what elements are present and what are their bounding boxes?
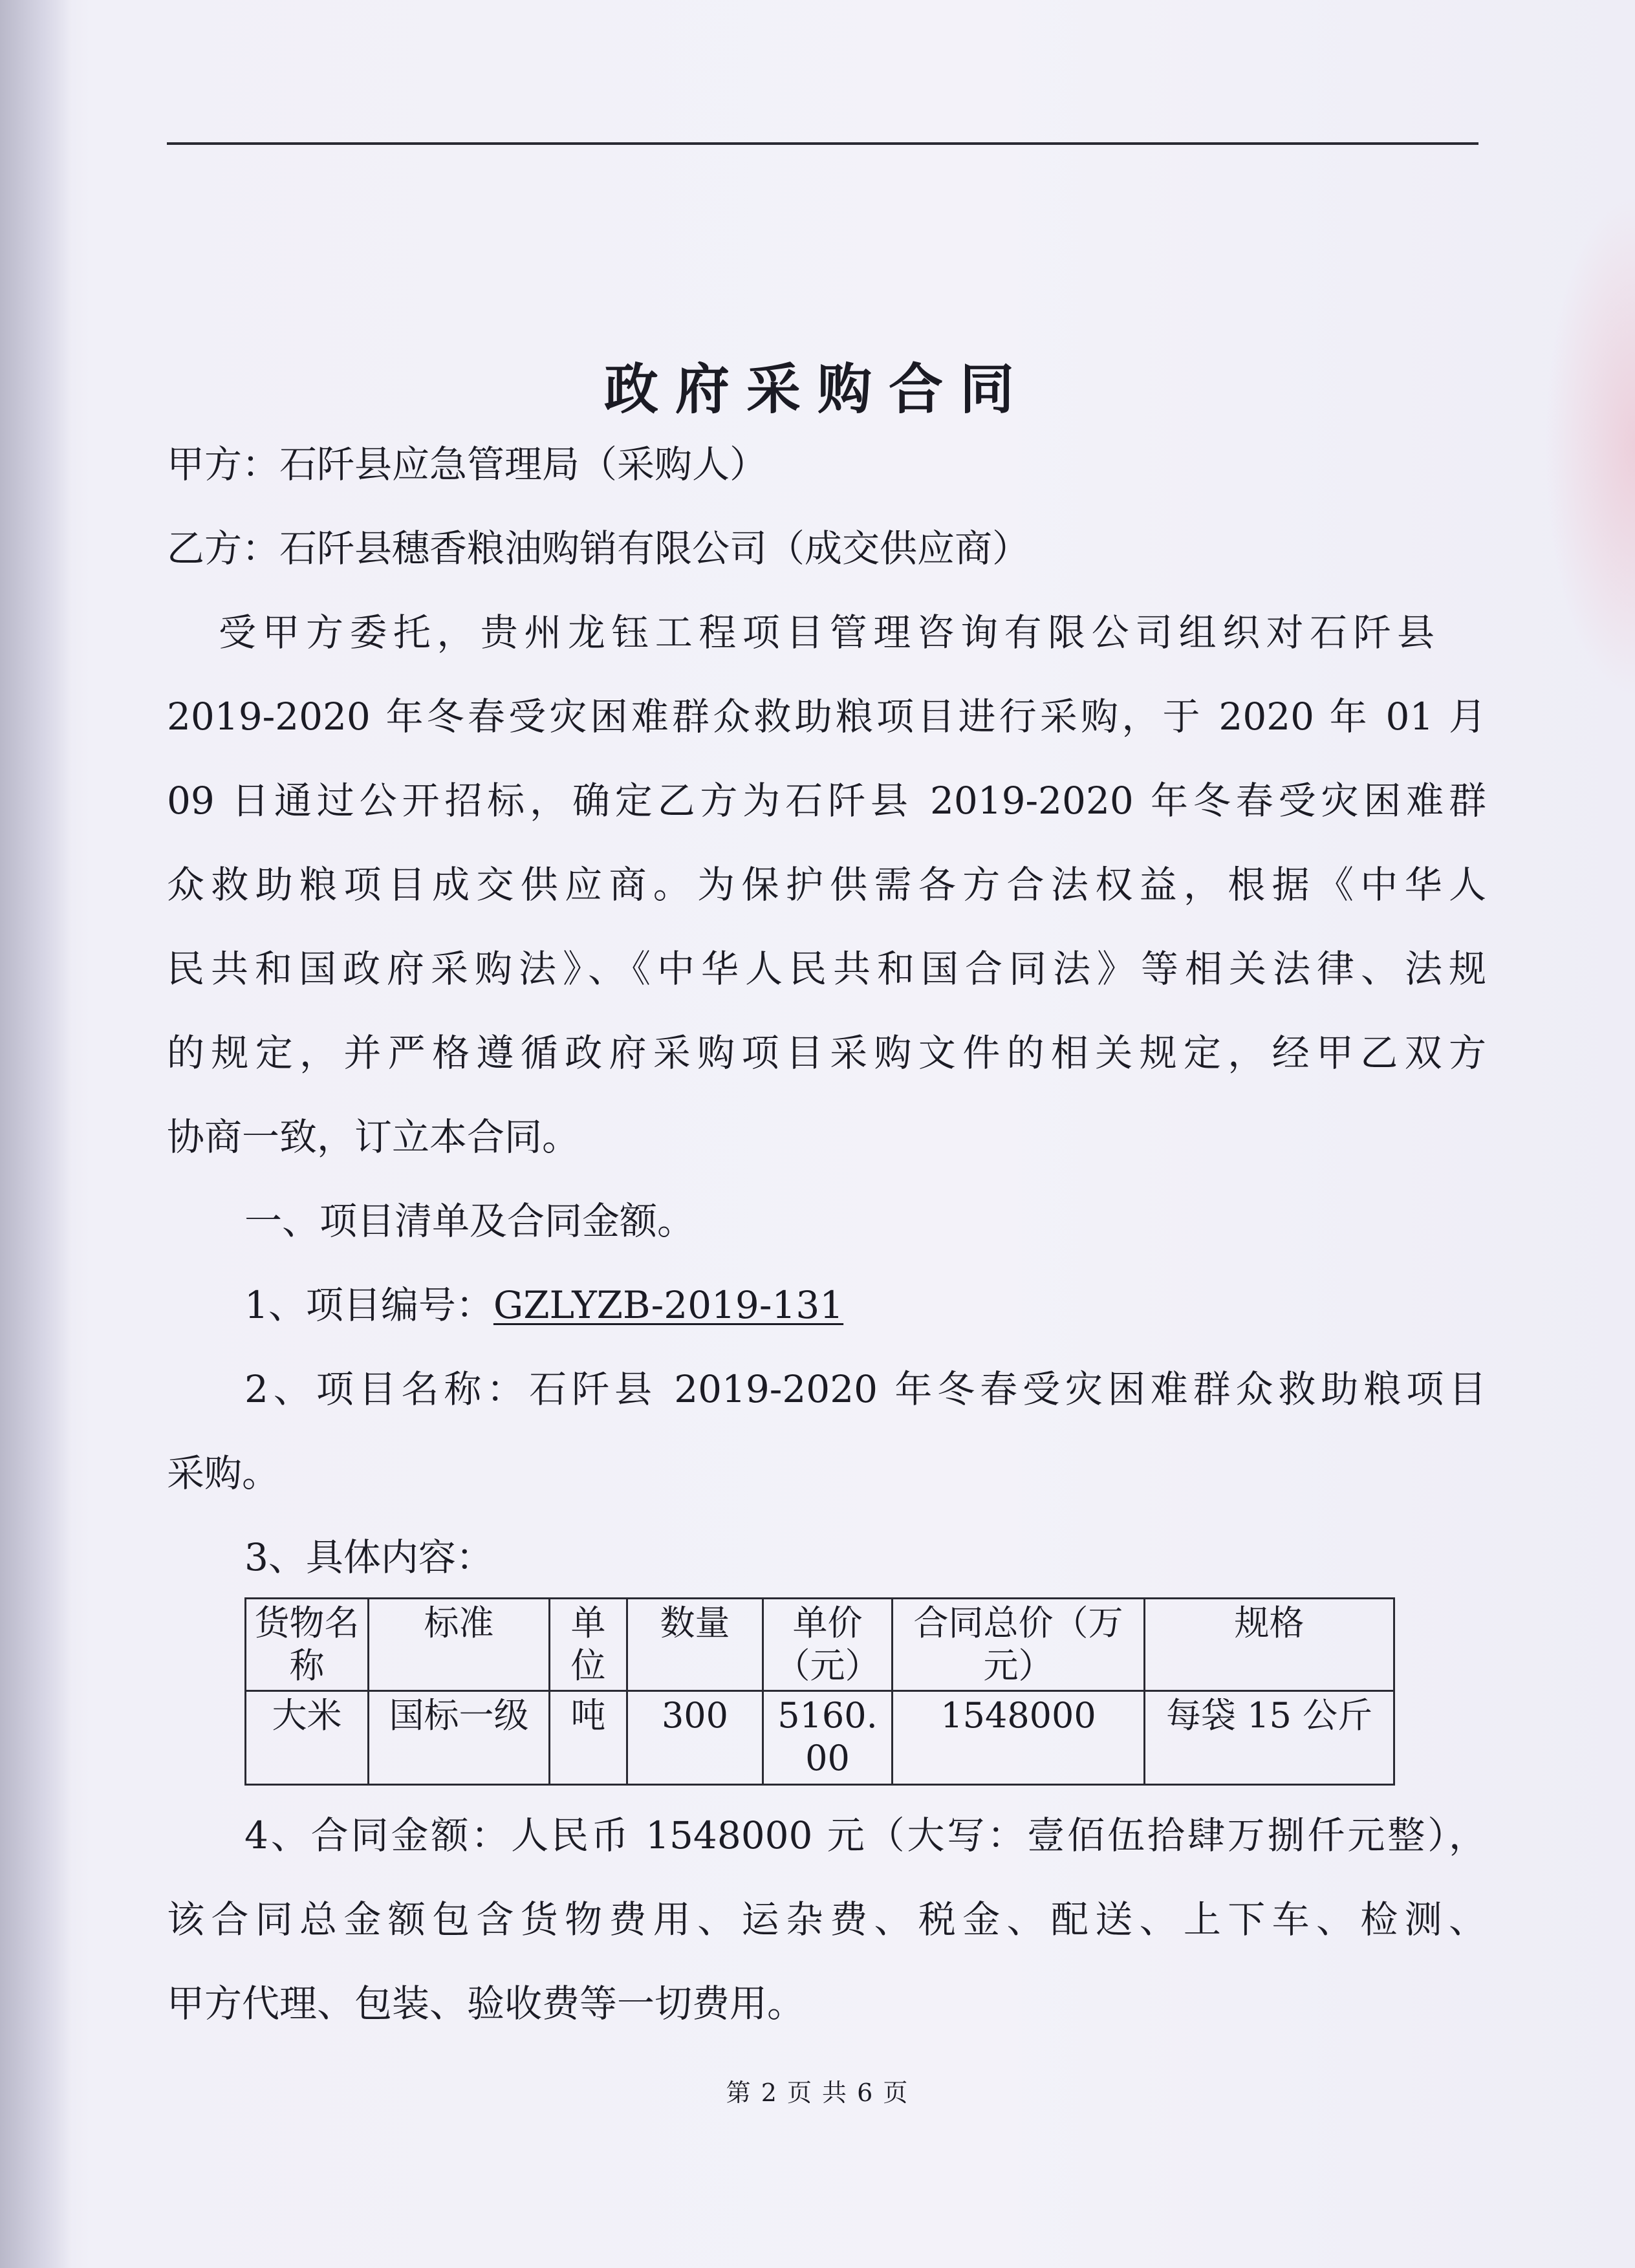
header-unit: 单位 (550, 1599, 627, 1691)
intro-line: 2019-2020 年冬春受灾困难群众救助粮项目进行采购，于 2020 年 01 月 (167, 695, 1486, 739)
intro-line: 09 日通过公开招标，确定乙方为石阡县 2019-2020 年冬春受灾困难群 (167, 779, 1486, 823)
project-name: 2、项目名称：石阡县 2019-2020 年冬春受灾困难群众救助粮项目 (244, 1367, 1486, 1411)
header-spec: 规格 (1145, 1599, 1394, 1691)
table-row (246, 1691, 1394, 1785)
section-heading: 一、项目清单及合同金额。 (244, 1199, 695, 1243)
header-rule (167, 142, 1478, 145)
party-b: 乙方：石阡县穗香粮油购销有限公司（成交供应商） (167, 526, 1030, 570)
project-number (244, 1280, 1564, 1330)
cell-total-price: 1548000 (893, 1691, 1145, 1785)
contract-amount-line: 该合同总金额包含货物费用、运杂费、税金、配送、上下车、检测、 (167, 1897, 1486, 1941)
intro-line: 众救助粮项目成交供应商。为保护供需各方合法权益，根据《中华人 (167, 863, 1486, 907)
header-total-price: 合同总价（万元） (893, 1599, 1145, 1691)
page-footer: 第 2 页 共 6 页 (726, 2079, 909, 2107)
seal-edge-mark (1544, 194, 1635, 698)
intro-line: 协商一致，订立本合同。 (167, 1115, 580, 1159)
cell-unit-price: 5160.00 (763, 1691, 893, 1785)
intro-line: 民共和国政府采购法》、《中华人民共和国合同法》等相关法律、法规 (167, 947, 1486, 991)
cell-spec: 每袋 15 公斤 (1145, 1691, 1394, 1785)
goods-table (244, 1597, 1395, 1786)
party-a: 甲方：石阡县应急管理局（采购人） (167, 442, 768, 486)
document-title: 政府采购合同 (603, 358, 1031, 421)
cell-unit: 吨 (550, 1691, 627, 1785)
header-goods-name: 货物名称 (246, 1599, 369, 1691)
project-number-value: GZLYZB-2019-131 (493, 1283, 844, 1327)
header-quantity: 数量 (627, 1599, 763, 1691)
cell-quantity: 300 (627, 1691, 763, 1785)
table-header-row (246, 1599, 1394, 1691)
project-number-label: 1、项目编号： (244, 1283, 493, 1327)
content-heading: 3、具体内容： (244, 1535, 493, 1579)
intro-line: 的规定，并严格遵循政府采购项目采购文件的相关规定，经甲乙双方 (167, 1031, 1486, 1075)
cell-goods-name: 大米 (246, 1691, 369, 1785)
cell-standard: 国标一级 (369, 1691, 550, 1785)
contract-amount: 4、合同金额：人民币 1548000 元（大写：壹佰伍拾肆万捌仟元整）， (244, 1813, 1486, 1857)
project-name-cont: 采购。 (167, 1451, 280, 1495)
header-unit-price: 单价（元） (763, 1599, 893, 1691)
header-standard: 标准 (369, 1599, 550, 1691)
binding-shadow (0, 0, 71, 2268)
intro-line: 受甲方委托，贵州龙钰工程项目管理咨询有限公司组织对石阡县 (219, 610, 1435, 654)
contract-amount-line: 甲方代理、包装、验收费等一切费用。 (167, 1982, 805, 2025)
